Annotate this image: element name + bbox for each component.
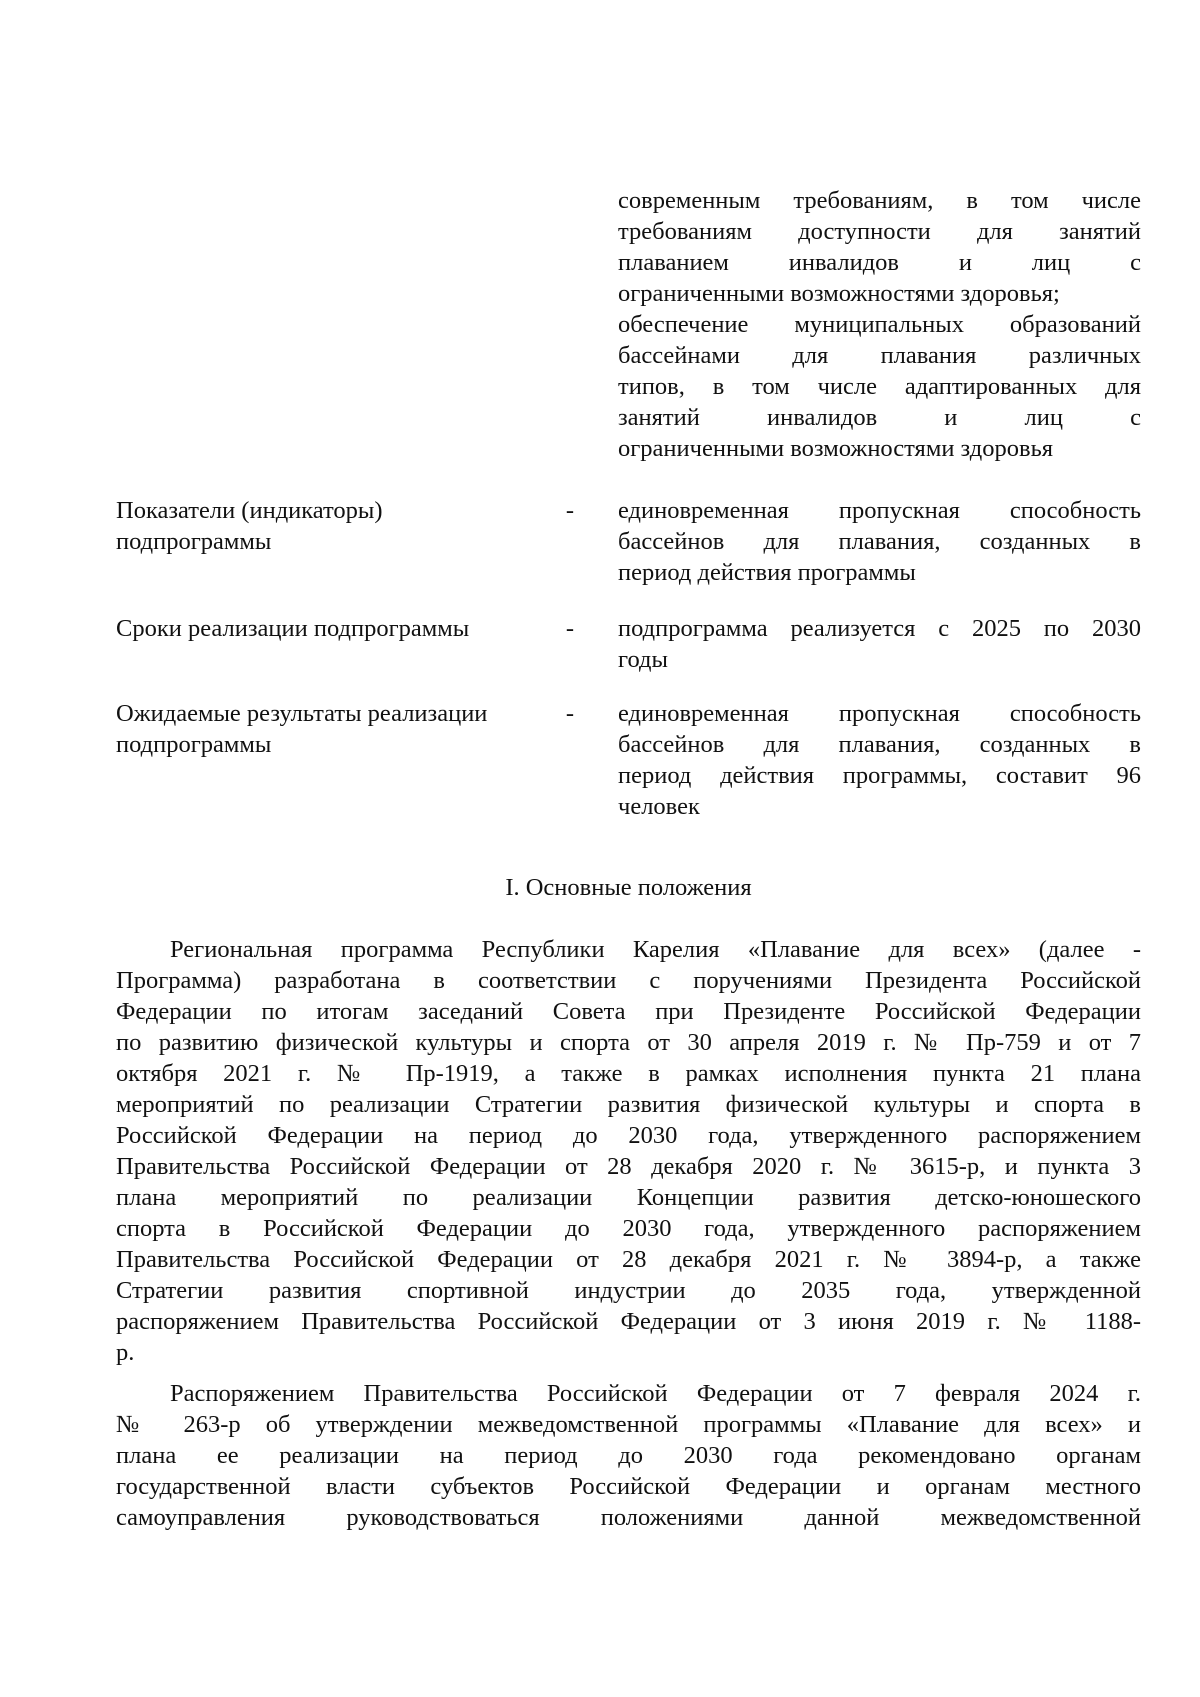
paragraph-line: спорта в Российской Федерации до 2030 года, утвержденного распоряжением <box>116 1215 1141 1242</box>
passport-row-separator: - <box>565 615 575 642</box>
passport-continuation-line: обеспечение муниципальных образований <box>618 311 1141 338</box>
section-heading-text: I. Основные положения <box>505 874 752 901</box>
paragraph-line: по развитию физической культуры и спорта от 30 апреля 2019 г. № Пр-759 и от 7 <box>116 1029 1141 1056</box>
passport-row-separator: - <box>565 700 575 727</box>
value-line: бассейнов для плавания, созданных в <box>618 528 1141 555</box>
passport-continuation-line: занятий инвалидов и лиц с <box>618 404 1141 431</box>
passport-continuation-line: современным требованиям, в том числе <box>618 187 1141 214</box>
paragraph-line: Распоряжением Правительства Российской Федерации от 7 февраля 2024 г. <box>170 1380 1141 1407</box>
passport-row-separator: - <box>565 497 575 524</box>
paragraph <box>116 1378 1141 1533</box>
section-heading <box>116 872 1141 903</box>
passport-continuation-line: ограниченными возможностями здоровья <box>618 435 1054 462</box>
paragraph-line: Российской Федерации на период до 2030 года, утвержденного распоряжением <box>116 1122 1141 1149</box>
paragraph-line: р. <box>116 1339 135 1366</box>
passport-continuation-line: требованиям доступности для занятий <box>618 218 1141 245</box>
passport-continuation-block <box>618 185 1141 464</box>
paragraph-line: Региональная программа Республики Карелия «Плавание для всех» (далее - <box>170 936 1141 963</box>
paragraph-line: распоряжением Правительства Российской Федерации от 3 июня 2019 г. № 1188- <box>116 1308 1141 1335</box>
value-line: период действия программы <box>618 559 916 586</box>
paragraph-line: государственной власти субъектов Российской Федерации и органам местного <box>116 1473 1141 1500</box>
paragraph-line: мероприятий по реализации Стратегии развития физической культуры и спорта в <box>116 1091 1141 1118</box>
paragraph-line: Программа) разработана в соответствии с поручениями Президента Российской <box>116 967 1141 994</box>
value-line: период действия программы, составит 96 <box>618 762 1141 789</box>
value-line: годы <box>618 646 668 673</box>
label-line: подпрограммы <box>116 528 272 555</box>
paragraph-line: Правительства Российской Федерации от 28 декабря 2021 г. № 3894-р, а также <box>116 1246 1141 1273</box>
passport-row-label <box>116 698 546 760</box>
paragraph-line: Федерации по итогам заседаний Совета при Президенте Российской Федерации <box>116 998 1141 1025</box>
body-text <box>116 934 1141 1533</box>
passport-continuation-line: ограниченными возможностями здоровья; <box>618 280 1060 307</box>
paragraph-spacer <box>116 1368 1141 1378</box>
label-line: Показатели (индикаторы) <box>116 497 383 524</box>
label-line: Ожидаемые результаты реализации <box>116 700 488 727</box>
passport-continuation-line: бассейнами для плавания различных <box>618 342 1141 369</box>
paragraph-line: Правительства Российской Федерации от 28 декабря 2020 г. № 3615-р, и пункта 3 <box>116 1153 1141 1180</box>
passport-row-value <box>618 495 1141 588</box>
paragraph-line: плана ее реализации на период до 2030 года рекомендовано органам <box>116 1442 1141 1469</box>
value-line: единовременная пропускная способность <box>618 700 1141 727</box>
paragraph-line: октября 2021 г. № Пр-1919, а также в рамках исполнения пункта 21 плана <box>116 1060 1141 1087</box>
label-line: подпрограммы <box>116 731 272 758</box>
passport-row-label <box>116 613 546 644</box>
paragraph-line: плана мероприятий по реализации Концепции развития детско-юношеского <box>116 1184 1141 1211</box>
passport-row-value <box>618 613 1141 675</box>
paragraph <box>116 934 1141 1368</box>
paragraph-line: № 263-р об утверждении межведомственной программы «Плавание для всех» и <box>116 1411 1141 1438</box>
label-line: Сроки реализации подпрограммы <box>116 615 470 642</box>
value-line: единовременная пропускная способность <box>618 497 1141 524</box>
passport-continuation-line: плаванием инвалидов и лиц с <box>618 249 1141 276</box>
value-line: бассейнов для плавания, созданных в <box>618 731 1141 758</box>
passport-row-label <box>116 495 546 557</box>
paragraph-line: Стратегии развития спортивной индустрии до 2035 года, утвержденной <box>116 1277 1141 1304</box>
value-line: человек <box>618 793 700 820</box>
value-line: подпрограмма реализуется с 2025 по 2030 <box>618 615 1141 642</box>
paragraph-line: самоуправления руководствоваться положениями данной межведомственной <box>116 1504 1141 1531</box>
passport-continuation-line: типов, в том числе адаптированных для <box>618 373 1141 400</box>
passport-row-value <box>618 698 1141 822</box>
